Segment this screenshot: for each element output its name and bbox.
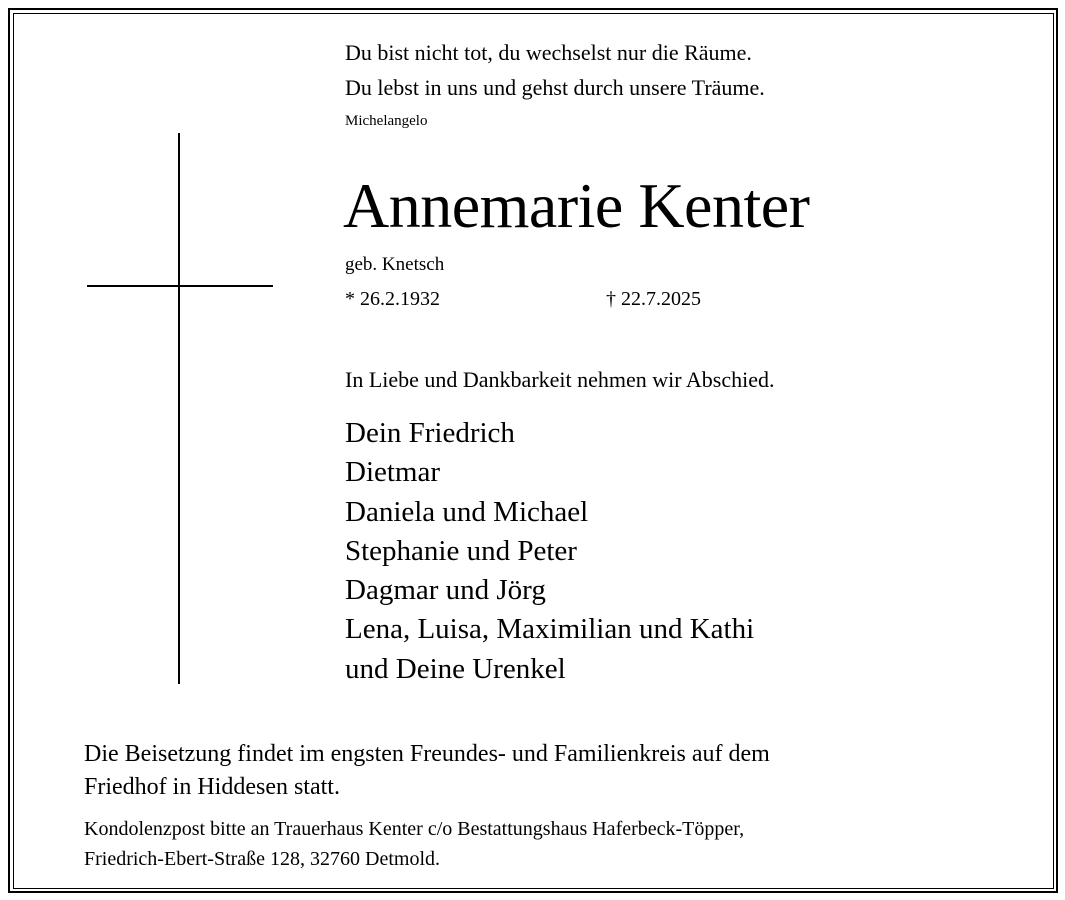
mourner-item: Dagmar und Jörg (345, 574, 546, 607)
mourners-list (345, 414, 754, 689)
deceased-name: Annemarie Kenter (343, 170, 810, 241)
death-date: † 22.7.2025 (606, 288, 701, 310)
birth-date: * 26.2.1932 (345, 288, 440, 310)
funeral-line-1: Die Beisetzung findet im engsten Freundes- und Familienkreis auf dem (84, 741, 770, 767)
funeral-notice (84, 738, 984, 804)
born-name: geb. Knetsch (345, 254, 445, 275)
quote-line-2: Du lebst in uns und gehst durch unsere Träume. (345, 75, 765, 100)
mourner-item: Lena, Luisa, Maximilian und Kathi (345, 613, 755, 646)
mourner-item: Dein Friedrich (345, 417, 515, 449)
cross-horizontal-bar (87, 285, 273, 287)
quote-line-1: Du bist nicht tot, du wechselst nur die Räume. (345, 40, 752, 65)
condolence-notice (84, 814, 1004, 874)
cross-vertical-bar (178, 133, 180, 684)
funeral-line-2: Friedhof in Hiddesen statt. (84, 774, 340, 800)
mourner-item: Daniela und Michael (345, 495, 589, 528)
mourner-item: und Deine Urenkel (345, 652, 566, 685)
farewell-text: In Liebe und Dankbarkeit nehmen wir Abschied. (345, 367, 775, 392)
condolence-line-2: Friedrich-Ebert-Straße 128, 32760 Detmold. (84, 848, 441, 870)
condolence-line-1: Kondolenzpost bitte an Trauerhaus Kenter c/o Bestattungshaus Haferbeck-Töpper, (84, 818, 745, 840)
quote-author: Michelangelo (345, 113, 428, 129)
mourner-item: Dietmar (345, 456, 441, 489)
mourner-item: Stephanie und Peter (345, 534, 577, 567)
